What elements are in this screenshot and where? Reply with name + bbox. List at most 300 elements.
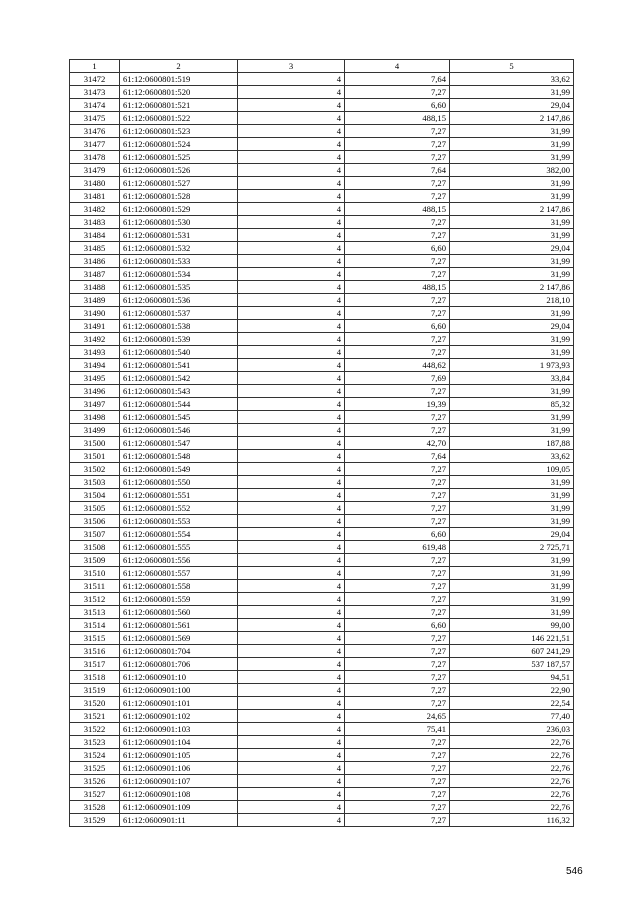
table-cell-col4: 7,27: [345, 346, 450, 359]
table-body: [70, 73, 574, 827]
table-cell-col1: 31508: [70, 541, 120, 554]
table-cell-col5: 116,32: [450, 814, 574, 827]
table-cell-col1: 31524: [70, 749, 120, 762]
table-cell-col4: 7,64: [345, 73, 450, 86]
table-cell-col2: 61:12:0600801:557: [120, 567, 238, 580]
table-cell-col1: 31528: [70, 801, 120, 814]
table-cell-col5: 31,99: [450, 151, 574, 164]
table-cell-col1: 31499: [70, 424, 120, 437]
table-cell-col3: 4: [238, 645, 345, 658]
table-cell-col5: 31,99: [450, 554, 574, 567]
table-cell-col2: 61:12:0600901:103: [120, 723, 238, 736]
table-cell-col2: 61:12:0600801:551: [120, 489, 238, 502]
table-cell-col2: 61:12:0600801:524: [120, 138, 238, 151]
table-cell-col2: 61:12:0600801:544: [120, 398, 238, 411]
table-cell-col1: 31474: [70, 99, 120, 112]
header-cell-2: 2: [120, 60, 238, 73]
table-cell-col1: 31472: [70, 73, 120, 86]
table-cell-col1: 31498: [70, 411, 120, 424]
table-cell-col2: 61:12:0600801:553: [120, 515, 238, 528]
table-cell-col3: 4: [238, 320, 345, 333]
table-cell-col3: 4: [238, 697, 345, 710]
table-row: [70, 151, 574, 164]
table-cell-col5: 29,04: [450, 242, 574, 255]
table-cell-col1: 31517: [70, 658, 120, 671]
table-row: [70, 372, 574, 385]
table-cell-col1: 31475: [70, 112, 120, 125]
table-cell-col3: 4: [238, 515, 345, 528]
table-cell-col2: 61:12:0600801:534: [120, 268, 238, 281]
table-cell-col5: 2 147,86: [450, 112, 574, 125]
table-cell-col2: 61:12:0600801:530: [120, 216, 238, 229]
table-cell-col2: 61:12:0600801:543: [120, 385, 238, 398]
table-row: [70, 294, 574, 307]
table-cell-col5: 31,99: [450, 138, 574, 151]
table-cell-col5: 31,99: [450, 580, 574, 593]
table-cell-col3: 4: [238, 528, 345, 541]
table-cell-col5: 85,32: [450, 398, 574, 411]
table-cell-col2: 61:12:0600901:101: [120, 697, 238, 710]
table-row: [70, 450, 574, 463]
table-cell-col5: 218,10: [450, 294, 574, 307]
table-cell-col1: 31515: [70, 632, 120, 645]
table-cell-col3: 4: [238, 788, 345, 801]
table-cell-col3: 4: [238, 736, 345, 749]
table-cell-col4: 19,39: [345, 398, 450, 411]
table-cell-col5: 31,99: [450, 424, 574, 437]
table-cell-col4: 6,60: [345, 242, 450, 255]
table-cell-col1: 31483: [70, 216, 120, 229]
table-cell-col2: 61:12:0600801:542: [120, 372, 238, 385]
table-cell-col3: 4: [238, 671, 345, 684]
table-cell-col5: 22,76: [450, 775, 574, 788]
table-cell-col4: 6,60: [345, 619, 450, 632]
table-cell-col5: 33,62: [450, 450, 574, 463]
table-cell-col3: 4: [238, 99, 345, 112]
table-row: [70, 593, 574, 606]
table-cell-col4: 6,60: [345, 528, 450, 541]
table-cell-col1: 31493: [70, 346, 120, 359]
table-cell-col1: 31486: [70, 255, 120, 268]
table-row: [70, 671, 574, 684]
table-cell-col3: 4: [238, 398, 345, 411]
table-cell-col4: 7,27: [345, 190, 450, 203]
table-row: [70, 554, 574, 567]
table-cell-col4: 619,48: [345, 541, 450, 554]
table-cell-col2: 61:12:0600801:527: [120, 177, 238, 190]
table-row: [70, 216, 574, 229]
table-cell-col1: 31525: [70, 762, 120, 775]
table-cell-col5: 31,99: [450, 229, 574, 242]
table-cell-col3: 4: [238, 684, 345, 697]
table-cell-col1: 31509: [70, 554, 120, 567]
table-cell-col1: 31473: [70, 86, 120, 99]
table-cell-col4: 7,27: [345, 476, 450, 489]
table-cell-col4: 7,27: [345, 554, 450, 567]
table-row: [70, 749, 574, 762]
table-cell-col4: 7,64: [345, 450, 450, 463]
table-cell-col4: 7,27: [345, 632, 450, 645]
table-cell-col3: 4: [238, 255, 345, 268]
table-row: [70, 125, 574, 138]
table-cell-col4: 488,15: [345, 281, 450, 294]
table-cell-col2: 61:12:0600901:100: [120, 684, 238, 697]
table-cell-col4: 6,60: [345, 320, 450, 333]
table-cell-col2: 61:12:0600801:540: [120, 346, 238, 359]
table-cell-col3: 4: [238, 125, 345, 138]
table-cell-col1: 31484: [70, 229, 120, 242]
table-cell-col2: 61:12:0600801:522: [120, 112, 238, 125]
table-cell-col5: 31,99: [450, 476, 574, 489]
table-row: [70, 502, 574, 515]
table-cell-col3: 4: [238, 554, 345, 567]
table-row: [70, 710, 574, 723]
table-row: [70, 398, 574, 411]
data-table: [69, 59, 574, 827]
table-cell-col3: 4: [238, 294, 345, 307]
table-cell-col5: 29,04: [450, 320, 574, 333]
table-cell-col5: 22,76: [450, 801, 574, 814]
table-cell-col2: 61:12:0600801:528: [120, 190, 238, 203]
table-cell-col5: 33,62: [450, 73, 574, 86]
table-cell-col4: 6,60: [345, 99, 450, 112]
table-cell-col2: 61:12:0600801:525: [120, 151, 238, 164]
table-cell-col5: 2 147,86: [450, 281, 574, 294]
table-cell-col1: 31485: [70, 242, 120, 255]
table-cell-col1: 31496: [70, 385, 120, 398]
table-cell-col2: 61:12:0600801:569: [120, 632, 238, 645]
table-cell-col3: 4: [238, 307, 345, 320]
table-cell-col5: 29,04: [450, 99, 574, 112]
table-cell-col4: 24,65: [345, 710, 450, 723]
table-cell-col4: 7,27: [345, 385, 450, 398]
table-cell-col3: 4: [238, 801, 345, 814]
table-cell-col2: 61:12:0600801:556: [120, 554, 238, 567]
header-cell-4: 4: [345, 60, 450, 73]
table-cell-col2: 61:12:0600801:529: [120, 203, 238, 216]
table-cell-col2: 61:12:0600901:106: [120, 762, 238, 775]
table-cell-col4: 7,27: [345, 515, 450, 528]
table-cell-col3: 4: [238, 502, 345, 515]
table-row: [70, 424, 574, 437]
table-cell-col1: 31482: [70, 203, 120, 216]
table-cell-col4: 7,27: [345, 580, 450, 593]
table-cell-col4: 7,27: [345, 801, 450, 814]
table-cell-col1: 31527: [70, 788, 120, 801]
table-cell-col5: 31,99: [450, 515, 574, 528]
table-cell-col5: 31,99: [450, 333, 574, 346]
table-cell-col3: 4: [238, 632, 345, 645]
table-cell-col4: 42,70: [345, 437, 450, 450]
table-cell-col4: 7,27: [345, 658, 450, 671]
table-cell-col2: 61:12:0600801:560: [120, 606, 238, 619]
table-cell-col5: 31,99: [450, 125, 574, 138]
table-cell-col5: 236,03: [450, 723, 574, 736]
table-row: [70, 580, 574, 593]
table-cell-col1: 31480: [70, 177, 120, 190]
table-cell-col1: 31520: [70, 697, 120, 710]
table-cell-col5: 2 725,71: [450, 541, 574, 554]
table-cell-col3: 4: [238, 580, 345, 593]
table-cell-col2: 61:12:0600801:536: [120, 294, 238, 307]
table-cell-col5: 99,00: [450, 619, 574, 632]
table-cell-col2: 61:12:0600801:535: [120, 281, 238, 294]
table-cell-col1: 31518: [70, 671, 120, 684]
table-row: [70, 177, 574, 190]
table-cell-col2: 61:12:0600801:548: [120, 450, 238, 463]
table-cell-col2: 61:12:0600901:108: [120, 788, 238, 801]
table-row: [70, 736, 574, 749]
table-cell-col5: 31,99: [450, 411, 574, 424]
table-cell-col2: 61:12:0600801:555: [120, 541, 238, 554]
table-row: [70, 567, 574, 580]
table-cell-col5: 22,90: [450, 684, 574, 697]
table-cell-col3: 4: [238, 112, 345, 125]
table-cell-col3: 4: [238, 385, 345, 398]
table-cell-col1: 31502: [70, 463, 120, 476]
table-cell-col3: 4: [238, 177, 345, 190]
table-cell-col5: 109,05: [450, 463, 574, 476]
table-cell-col3: 4: [238, 281, 345, 294]
table-cell-col5: 31,99: [450, 255, 574, 268]
table-row: [70, 333, 574, 346]
table-cell-col4: 7,27: [345, 567, 450, 580]
table-cell-col3: 4: [238, 593, 345, 606]
table-row: [70, 814, 574, 827]
table-cell-col3: 4: [238, 567, 345, 580]
table-cell-col5: 31,99: [450, 190, 574, 203]
table-cell-col4: 7,27: [345, 814, 450, 827]
table-row: [70, 86, 574, 99]
table-row: [70, 645, 574, 658]
table-cell-col5: 31,99: [450, 502, 574, 515]
table-cell-col2: 61:12:0600801:554: [120, 528, 238, 541]
table-row: [70, 541, 574, 554]
table-cell-col2: 61:12:0600801:539: [120, 333, 238, 346]
table-cell-col4: 7,27: [345, 216, 450, 229]
table-cell-col3: 4: [238, 723, 345, 736]
table-cell-col2: 61:12:0600801:550: [120, 476, 238, 489]
table-cell-col1: 31488: [70, 281, 120, 294]
table-cell-col3: 4: [238, 424, 345, 437]
table-row: [70, 281, 574, 294]
table-cell-col4: 7,27: [345, 307, 450, 320]
table-cell-col4: 7,27: [345, 749, 450, 762]
table-row: [70, 619, 574, 632]
table-cell-col3: 4: [238, 762, 345, 775]
table-cell-col4: 7,27: [345, 229, 450, 242]
table-cell-col4: 488,15: [345, 112, 450, 125]
table-cell-col3: 4: [238, 268, 345, 281]
table-cell-col5: 537 187,57: [450, 658, 574, 671]
table-cell-col5: 22,76: [450, 749, 574, 762]
table-row: [70, 73, 574, 86]
table-cell-col5: 31,99: [450, 593, 574, 606]
table-cell-col1: 31477: [70, 138, 120, 151]
table-cell-col2: 61:12:0600801:545: [120, 411, 238, 424]
table-cell-col4: 7,27: [345, 463, 450, 476]
table-row: [70, 723, 574, 736]
table-cell-col4: 7,27: [345, 502, 450, 515]
table-cell-col2: 61:12:0600901:107: [120, 775, 238, 788]
table-cell-col5: 31,99: [450, 307, 574, 320]
table-cell-col4: 7,27: [345, 138, 450, 151]
table-row: [70, 515, 574, 528]
header-row: [70, 60, 574, 73]
table-row: [70, 255, 574, 268]
table-cell-col4: 7,27: [345, 684, 450, 697]
table-cell-col3: 4: [238, 73, 345, 86]
table-cell-col3: 4: [238, 476, 345, 489]
table-cell-col1: 31497: [70, 398, 120, 411]
table-cell-col5: 2 147,86: [450, 203, 574, 216]
table-cell-col3: 4: [238, 86, 345, 99]
table-cell-col5: 77,40: [450, 710, 574, 723]
table-row: [70, 411, 574, 424]
table-cell-col3: 4: [238, 372, 345, 385]
table-cell-col2: 61:12:0600901:105: [120, 749, 238, 762]
table-cell-col4: 7,27: [345, 593, 450, 606]
table-row: [70, 138, 574, 151]
table-cell-col5: 31,99: [450, 268, 574, 281]
table-row: [70, 385, 574, 398]
table-cell-col2: 61:12:0600801:706: [120, 658, 238, 671]
table-row: [70, 632, 574, 645]
table-cell-col5: 146 221,51: [450, 632, 574, 645]
table-cell-col3: 4: [238, 190, 345, 203]
table-cell-col4: 7,64: [345, 164, 450, 177]
table-cell-col3: 4: [238, 242, 345, 255]
table-cell-col1: 31507: [70, 528, 120, 541]
table-cell-col2: 61:12:0600801:546: [120, 424, 238, 437]
table-row: [70, 788, 574, 801]
table-cell-col5: 382,00: [450, 164, 574, 177]
table-row: [70, 684, 574, 697]
table-cell-col1: 31514: [70, 619, 120, 632]
table-row: [70, 658, 574, 671]
table-cell-col1: 31506: [70, 515, 120, 528]
table-row: [70, 606, 574, 619]
table-cell-col4: 7,27: [345, 645, 450, 658]
table-cell-col5: 33,84: [450, 372, 574, 385]
table-row: [70, 801, 574, 814]
table-cell-col4: 7,27: [345, 775, 450, 788]
table-cell-col1: 31521: [70, 710, 120, 723]
table-cell-col2: 61:12:0600801:538: [120, 320, 238, 333]
table-cell-col2: 61:12:0600801:547: [120, 437, 238, 450]
table-cell-col3: 4: [238, 606, 345, 619]
table-cell-col4: 7,27: [345, 489, 450, 502]
table-cell-col4: 7,27: [345, 255, 450, 268]
table-cell-col3: 4: [238, 489, 345, 502]
table-cell-col1: 31519: [70, 684, 120, 697]
table-cell-col4: 7,27: [345, 411, 450, 424]
table-cell-col1: 31491: [70, 320, 120, 333]
table-cell-col1: 31526: [70, 775, 120, 788]
table-cell-col2: 61:12:0600801:526: [120, 164, 238, 177]
table-cell-col3: 4: [238, 749, 345, 762]
table-cell-col3: 4: [238, 164, 345, 177]
table-cell-col5: 29,04: [450, 528, 574, 541]
header-cell-5: 5: [450, 60, 574, 73]
table-cell-col1: 31476: [70, 125, 120, 138]
table-cell-col2: 61:12:0600801:531: [120, 229, 238, 242]
table-cell-col2: 61:12:0600801:521: [120, 99, 238, 112]
table-cell-col1: 31494: [70, 359, 120, 372]
table-cell-col4: 7,27: [345, 268, 450, 281]
table-cell-col5: 22,76: [450, 762, 574, 775]
table-cell-col1: 31511: [70, 580, 120, 593]
table-cell-col2: 61:12:0600801:561: [120, 619, 238, 632]
table-cell-col1: 31492: [70, 333, 120, 346]
table-cell-col5: 31,99: [450, 385, 574, 398]
table-cell-col2: 61:12:0600801:520: [120, 86, 238, 99]
table-cell-col1: 31479: [70, 164, 120, 177]
table-cell-col3: 4: [238, 463, 345, 476]
table-row: [70, 762, 574, 775]
table-row: [70, 242, 574, 255]
table-cell-col5: 22,54: [450, 697, 574, 710]
table-row: [70, 775, 574, 788]
table-cell-col1: 31481: [70, 190, 120, 203]
table-row: [70, 463, 574, 476]
table-cell-col2: 61:12:0600901:104: [120, 736, 238, 749]
table-cell-col4: 7,27: [345, 333, 450, 346]
table-cell-col5: 31,99: [450, 489, 574, 502]
table-cell-col2: 61:12:0600801:541: [120, 359, 238, 372]
table-cell-col3: 4: [238, 346, 345, 359]
table-cell-col5: 31,99: [450, 567, 574, 580]
table-row: [70, 203, 574, 216]
table-cell-col2: 61:12:0600801:532: [120, 242, 238, 255]
table-cell-col3: 4: [238, 814, 345, 827]
table-cell-col2: 61:12:0600801:523: [120, 125, 238, 138]
table-cell-col4: 7,27: [345, 606, 450, 619]
table-cell-col3: 4: [238, 151, 345, 164]
table-cell-col4: 448,62: [345, 359, 450, 372]
table-cell-col4: 7,27: [345, 736, 450, 749]
table-row: [70, 476, 574, 489]
table-cell-col1: 31503: [70, 476, 120, 489]
table-cell-col4: 75,41: [345, 723, 450, 736]
table-cell-col1: 31501: [70, 450, 120, 463]
table-cell-col1: 31478: [70, 151, 120, 164]
header-cell-3: 3: [238, 60, 345, 73]
table-row: [70, 697, 574, 710]
table-cell-col4: 7,27: [345, 762, 450, 775]
table-cell-col5: 31,99: [450, 606, 574, 619]
table-row: [70, 99, 574, 112]
table-cell-col3: 4: [238, 658, 345, 671]
table-row: [70, 268, 574, 281]
table-cell-col5: 31,99: [450, 86, 574, 99]
table-cell-col2: 61:12:0600801:558: [120, 580, 238, 593]
table-cell-col3: 4: [238, 333, 345, 346]
table-cell-col2: 61:12:0600901:11: [120, 814, 238, 827]
page-number: 546: [566, 866, 583, 877]
table-cell-col5: 94,51: [450, 671, 574, 684]
table-row: [70, 164, 574, 177]
table-cell-col3: 4: [238, 619, 345, 632]
table-cell-col3: 4: [238, 359, 345, 372]
table-cell-col4: 7,69: [345, 372, 450, 385]
table-cell-col4: 7,27: [345, 151, 450, 164]
table-cell-col2: 61:12:0600801:533: [120, 255, 238, 268]
table-cell-col3: 4: [238, 138, 345, 151]
table-cell-col1: 31505: [70, 502, 120, 515]
table-cell-col5: 22,76: [450, 788, 574, 801]
table-cell-col5: 607 241,29: [450, 645, 574, 658]
